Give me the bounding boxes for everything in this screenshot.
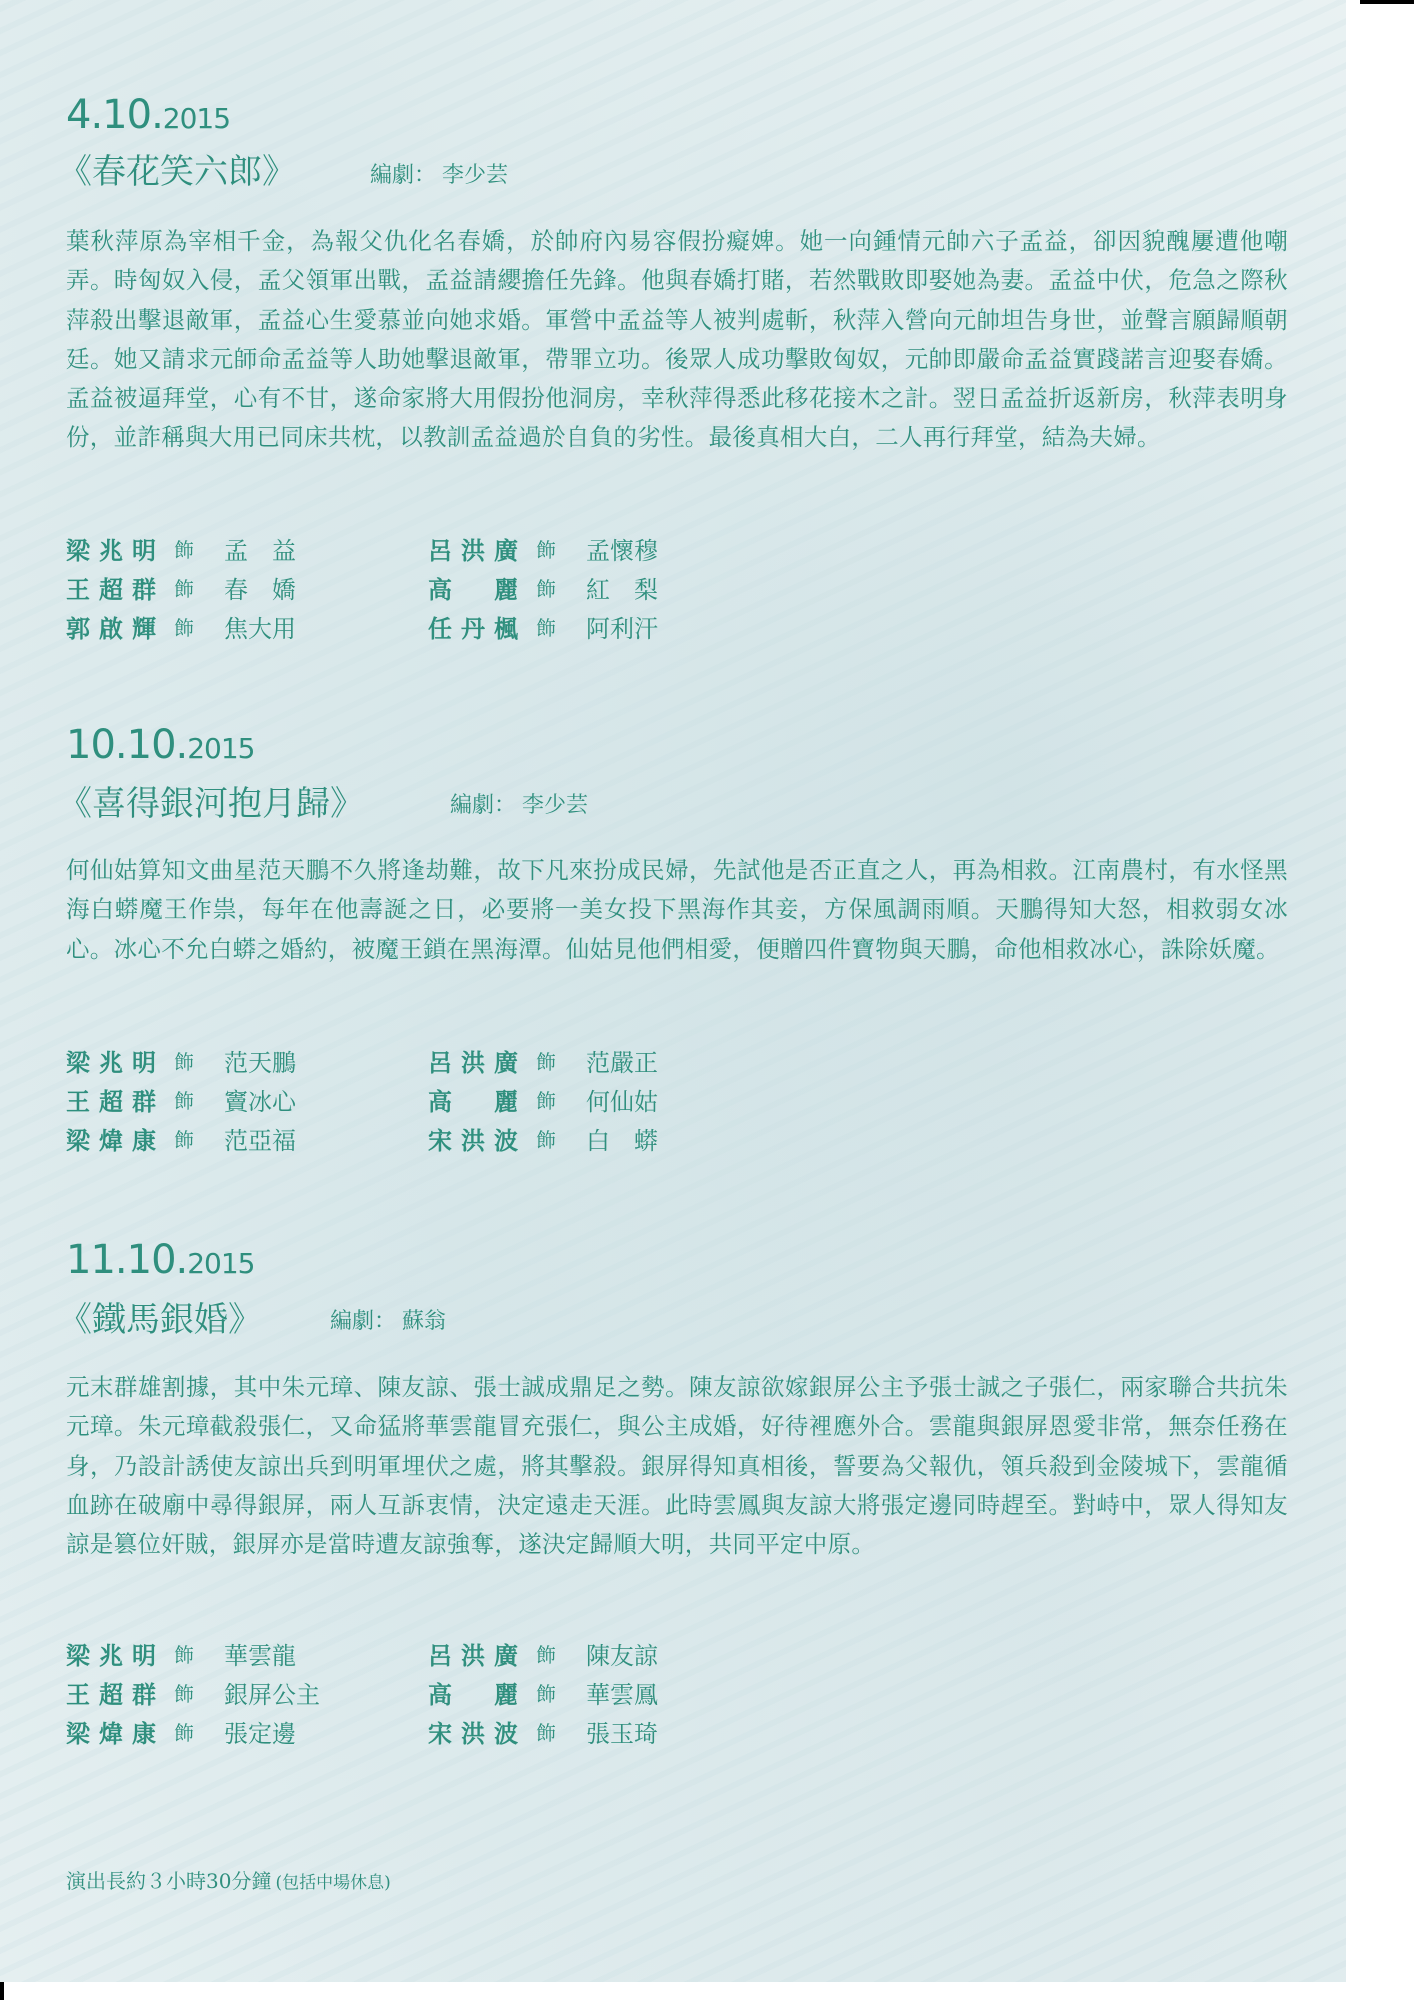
- performance-date: 4.10.2015: [66, 92, 231, 138]
- cast-row: 呂洪廣 飾 范嚴正: [428, 1048, 658, 1077]
- cast-row: 呂洪廣 飾 孟懷穆: [428, 536, 658, 565]
- cast-row: 梁兆明 飾 范天鵬: [66, 1048, 296, 1077]
- playwright-credit: 編劇： 蘇翁: [330, 1309, 447, 1334]
- cast-row: 王超群 飾 竇冰心: [66, 1087, 296, 1116]
- cast-row: 梁兆明 飾 華雲龍: [66, 1641, 296, 1670]
- cast-row: 梁煒康 飾 范亞福: [66, 1126, 296, 1155]
- playwright-credit: 編劇： 李少芸: [450, 793, 589, 818]
- cast-row: 梁煒康 飾 張定邊: [66, 1719, 296, 1748]
- performance-date: 10.10.2015: [66, 722, 255, 768]
- programme-title: 《春花笑六郎》: [58, 152, 296, 192]
- duration-note: 演出長約３小時30分鐘 (包括中場休息): [66, 1869, 391, 1893]
- cast-row: 王超群 飾 銀屏公主: [66, 1680, 320, 1709]
- synopsis: 葉秋萍原為宰相千金，為報父仇化名春嬌，於帥府內易容假扮癡婢。她一向鍾情元帥六子孟益，卻因貌醜屢遭他嘲弄。時匈奴入侵，孟父領軍出戰，孟益請纓擔任先鋒。他與春嬌打賭，若然戰敗即娶她為妻。孟益中伏，危急之際秋萍殺出擊退敵軍，孟益心生愛慕並向她求婚。軍營中孟益等人被判處斬，秋萍入營向元帥坦告身世，並聲言願歸順朝廷。她又請求元師命孟益等人助她擊退敵軍，帶罪立功。後眾人成功擊敗匈奴，元帥即嚴命孟益實踐諾言迎娶春嬌。孟益被逼拜堂，心有不甘，遂命家將大用假扮他洞房，幸秋萍得悉此移花接木之計。翌日孟益折返新房，秋萍表明身份，並詐稱與大用已同床共枕，以教訓孟益過於自負的劣性。最後真相大白，二人再行拜堂，結為夫婦。: [66, 227, 1288, 452]
- performance-date: 11.10.2015: [66, 1237, 255, 1283]
- cast-row: 任丹楓 飾 阿利汗: [428, 614, 658, 643]
- cast-row: 郭啟輝 飾 焦大用: [66, 614, 296, 643]
- cast-row: 高 麗 飾 紅 梨: [428, 575, 658, 604]
- cast-row: 宋洪波 飾 張玉琦: [428, 1719, 658, 1748]
- scan-edge-mark: [1360, 0, 1414, 4]
- synopsis: 元末群雄割據，其中朱元璋、陳友諒、張士誠成鼎足之勢。陳友諒欲嫁銀屏公主予張士誠之子張仁，兩家聯合共抗朱元璋。朱元璋截殺張仁，又命猛將華雲龍冒充張仁，與公主成婚，好待裡應外合。雲龍與銀屏恩愛非常，無奈任務在身，乃設計誘使友諒出兵到明軍埋伏之處，將其擊殺。銀屏得知真相後，誓要為父報仇，領兵殺到金陵城下，雲龍循血跡在破廟中尋得銀屏，兩人互訴衷情，決定遠走天涯。此時雲鳳與友諒大將張定邊同時趕至。對峙中，眾人得知友諒是篡位奸賊，銀屏亦是當時遭友諒強奪，遂決定歸順大明，共同平定中原。: [66, 1373, 1288, 1559]
- cast-row: 王超群 飾 春 嬌: [66, 575, 296, 604]
- cast-row: 宋洪波 飾 白 蟒: [428, 1126, 658, 1155]
- cast-row: 呂洪廣 飾 陳友諒: [428, 1641, 658, 1670]
- cast-row: 高 麗 飾 何仙姑: [428, 1087, 658, 1116]
- scan-edge-mark: [0, 1982, 4, 2000]
- synopsis: 何仙姑算知文曲星范天鵬不久將逢劫難，故下凡來扮成民婦，先試他是否正直之人，再為相救。江南農村，有水怪黑海白蟒魔王作祟，每年在他壽誕之日，必要將一美女投下黑海作其妾，方保風調雨順。天鵬得知大怒，相救弱女冰心。冰心不允白蟒之婚約，被魔王鎖在黑海潭。仙姑見他們相愛，便贈四件寶物與天鵬，命他相救冰心，誅除妖魔。: [66, 856, 1288, 963]
- cast-row: 梁兆明 飾 孟 益: [66, 536, 296, 565]
- programme-title: 《喜得銀河抱月歸》: [58, 784, 364, 824]
- programme-title: 《鐵馬銀婚》: [58, 1300, 262, 1340]
- playwright-credit: 編劇： 李少芸: [370, 163, 509, 188]
- cast-row: 高 麗 飾 華雲鳳: [428, 1680, 658, 1709]
